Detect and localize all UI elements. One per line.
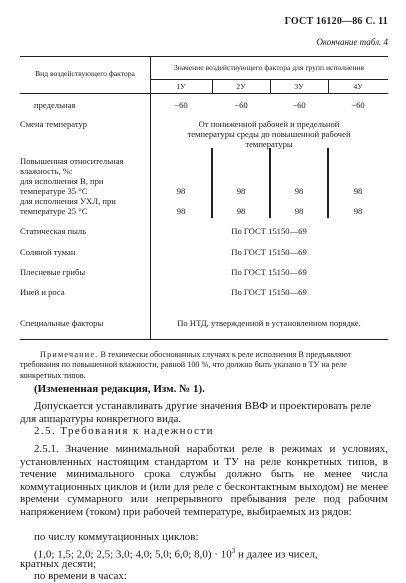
row-label-humidity-uhl-line1: для исполнения УХЛ, при [20,196,116,206]
cell-frost: По ГОСТ 15150—69 [231,287,307,297]
row-label-limit: предельная [34,100,76,110]
cell-humidity-b-2u: 98 [236,186,246,196]
cycles-series-exponent: 3 [231,547,236,555]
section-heading-reliability: 2.5. Требования к надежности [34,425,214,437]
cell-special: По НТД, утвержденной в установленном порядке. [177,318,361,328]
group-header-1u: 1У [176,82,186,91]
hours-label: по времени в часах: [34,570,127,582]
cell-humidity-b-1u: 98 [176,186,186,196]
table-continuation-caption: Окончание табл. 4 [316,37,388,47]
cell-limit-2u: −60 [234,100,248,110]
page-header: ГОСТ 16120—86 С. 11 [284,16,388,27]
cell-humidity-uhl-4u: 98 [353,206,363,216]
cycles-series-tail: и далее из чисел, [235,548,318,561]
column-header-values: Значение воздействующего фактора для групп исполнения [173,63,364,72]
row-label-humidity-b-line1: для исполнения В, при [20,176,104,186]
paragraph-allowance: Допускается устанавливать другие значения ВВФ и проектировать реле для аппаратуры конкретного вида. [20,400,372,425]
row-label-dust: Статическая пыль [20,226,87,236]
row-label-temp-change: Смена температур [20,119,88,129]
cell-temp-change-line1: От пониженной рабочей и предельной [198,119,340,129]
cell-humidity-uhl-2u: 98 [236,206,246,216]
paragraph-2-5-1: 2.5.1. Значение минимальной наработки реле в режимах и условиях, установленных настоящим стандартом и ТУ на реле конкретных типов, в течение минимального срока службы должно быть не менее числа коммутационных циклов и (или для реле с бесконтактным выходом) не менее времени суммарного или непрерывного пребывания реле под рабочим напряжением (током) при рабочей температуре, выбираемых из рядов: [20,443,388,518]
group-header-4u: 4У [353,82,363,91]
row-label-humidity-b-line2: температуре 35 °С [20,186,88,196]
row-label-salt-fog: Соляной туман [20,247,76,257]
revision-note: (Измененная редакция, Изм. № 1). [34,383,205,395]
cell-humidity-uhl-3u: 98 [294,206,304,216]
cell-mold: По ГОСТ 15150—69 [231,267,307,277]
group-header-2u: 2У [236,82,246,91]
note-title: Примечание. [40,350,99,359]
row-label-special: Специальные факторы [20,318,104,328]
group-header-3u: 3У [294,82,304,91]
row-label-mold: Плесневые грибы [20,267,86,277]
cell-limit-1u: −60 [174,100,188,110]
cell-temp-change-line3: температуры [245,139,293,149]
cell-humidity-b-3u: 98 [294,186,304,196]
cycles-label: по числу коммутационных циклов: [34,531,199,543]
row-label-humidity-line2: влажность, %: [20,166,73,176]
cell-salt-fog: По ГОСТ 15150—69 [231,247,307,257]
cell-dust: По ГОСТ 15150—69 [231,226,307,236]
cell-limit-4u: −60 [351,100,365,110]
cycles-series-line2: кратных десяти; [20,558,97,570]
cycles-series-values: (1,0; 1,5; 2,0; 2,5; 3,0; 4,0; 5,0; 6,0; 8,0) · 10 [34,548,232,561]
row-label-frost: Иней и роса [20,287,65,297]
cell-humidity-b-4u: 98 [353,186,363,196]
cell-limit-3u: −60 [292,100,306,110]
row-label-humidity-uhl-line2: температуре 25 °С [20,206,88,216]
column-header-factor: Вид воздействующего фактора [35,69,135,78]
row-label-humidity-line1: Повышенная относительная [20,156,124,166]
table-note [20,350,388,381]
cell-temp-change-line2: температуры среды до повышенной рабочей [187,129,351,139]
cell-humidity-uhl-1u: 98 [176,206,186,216]
note-text: В технически обоснованных случаях к реле исполнения В предъявляют требования по повышенной влажности, равной 100 %, что должно быть указано в ТУ на реле конкретных типов. [20,350,352,380]
